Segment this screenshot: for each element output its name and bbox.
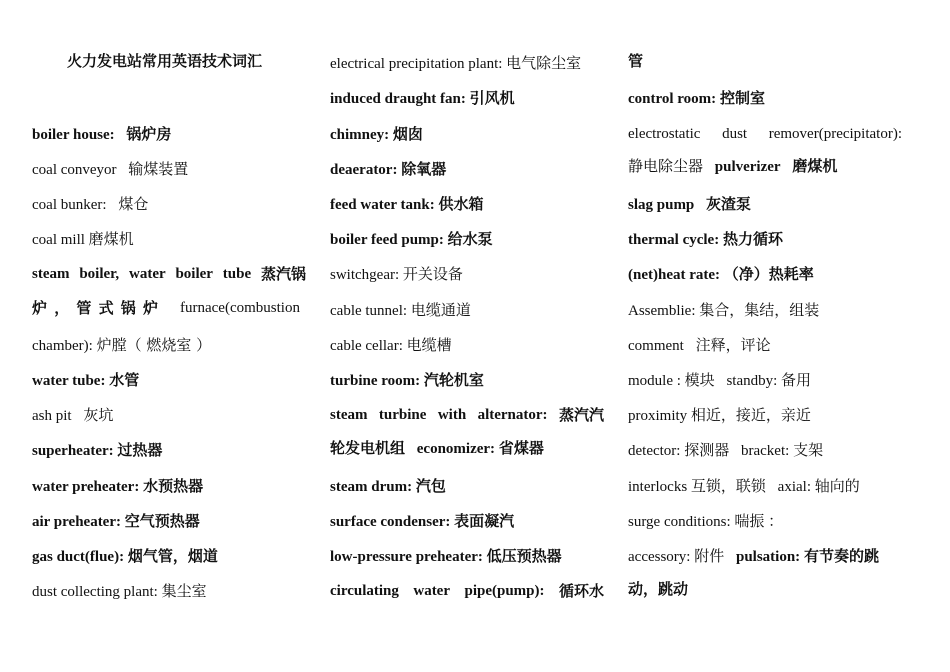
term-water-preheater [32, 476, 203, 497]
word: dust [722, 126, 748, 142]
term-electrostatic [628, 124, 902, 144]
term-zh: 锅炉房 [126, 125, 172, 143]
term-zh: 轮发电机组 [330, 439, 406, 457]
term-zh: 灰坑 [83, 406, 114, 424]
term-cable-tunnel [330, 300, 471, 321]
term-en: ash pit [32, 408, 72, 424]
term-furnace [32, 298, 306, 318]
term-zh: 烟囱 [392, 125, 423, 143]
term-feed-tank [330, 194, 483, 215]
term-zh: 管 [628, 52, 644, 70]
char: 式 [98, 299, 114, 317]
term-zh: 炉膛（ 燃烧室 ） [96, 336, 212, 354]
term-en: feed water tank: [330, 197, 435, 213]
word: water [413, 583, 451, 599]
term-zh: 循环水 [558, 582, 604, 600]
term-air-preheater [32, 511, 200, 532]
term-en: induced draught fan: [330, 91, 466, 107]
term-en: slag pump [628, 197, 695, 213]
term-zh: 省煤器 [498, 439, 544, 457]
term-coal-mill [32, 229, 134, 250]
term-zh: 水预热器 [143, 477, 204, 495]
term-en: dust collecting plant: [32, 584, 158, 600]
term-en: steam drum: [330, 479, 413, 495]
term-en: deaerator: [330, 162, 398, 178]
term-en: accessory: [628, 549, 691, 565]
term-zh: 引风机 [469, 89, 515, 107]
term-switchgear [330, 264, 463, 285]
term-economizer [330, 438, 544, 459]
term-boiler-house [32, 124, 171, 145]
word: steam [32, 266, 70, 282]
term-en: air preheater: [32, 514, 121, 530]
word: boiler [175, 266, 213, 282]
term-en: electrical precipitation plant: [330, 56, 503, 72]
term-punct: ： [768, 512, 784, 530]
char: 炉 [142, 299, 158, 317]
term-steam-drum [330, 476, 446, 497]
term-en: coal mill [32, 232, 85, 248]
term-en: chimney: [330, 127, 390, 143]
term-zh: 动，跳动 [628, 580, 689, 598]
term-interlocks [628, 476, 860, 497]
term-slag-pump [628, 194, 751, 215]
term-en: boiler house: [32, 127, 115, 143]
term-en: control room: [628, 91, 717, 107]
term-en: furnace(combustion [180, 300, 300, 316]
term-zh: 蒸汽锅 [260, 265, 306, 283]
term-zh: 轴向的 [814, 477, 860, 495]
term-zh: 探测器 [684, 441, 730, 459]
term-zh: 磨煤机 [792, 157, 838, 175]
term-zh: 有节奏的跳 [803, 547, 879, 565]
term-deaerator [330, 159, 446, 180]
term-zh: 静电除尘器 [628, 157, 704, 175]
term-zh: （净）热耗率 [723, 265, 814, 283]
term-en: detector: [628, 443, 681, 459]
term-chimney [330, 124, 423, 145]
term-zh: 电缆槽 [406, 336, 452, 354]
term-zh: 喘振 [734, 512, 765, 530]
term-zh: 供水箱 [438, 195, 484, 213]
term-en: gas duct(flue): [32, 549, 125, 565]
term-dust-plant [32, 581, 207, 602]
term-en: superheater: [32, 443, 114, 459]
term-en: standby: [726, 373, 778, 389]
term-en: bracket: [741, 443, 790, 459]
word: remover(precipitator): [768, 126, 902, 142]
document-title: 火力发电站常用英语技术词汇 [67, 52, 263, 70]
term-zh: 表面凝汽 [454, 512, 515, 530]
term-zh: 磨煤机 [88, 230, 134, 248]
term-zh: 注释，评论 [695, 336, 771, 354]
word: tube [222, 266, 252, 282]
term-zh: 输煤装置 [128, 160, 189, 178]
word: electrostatic [628, 126, 701, 142]
term-en: thermal cycle: [628, 232, 720, 248]
term-zh: 低压预热器 [486, 547, 562, 565]
term-turbine-room [330, 370, 484, 391]
term-en: pulsation: [735, 549, 801, 565]
term-zh: 灰渣泵 [706, 195, 752, 213]
term-coal-bunker [32, 194, 148, 215]
term-coal-conveyor [32, 159, 188, 180]
term-accessory [628, 546, 879, 567]
term-zh: 热力循环 [722, 230, 783, 248]
term-en: water preheater: [32, 479, 140, 495]
term-comment [628, 335, 771, 356]
term-steam-boiler [32, 264, 306, 284]
term-en: pulverizer [714, 159, 781, 175]
term-detector [628, 440, 823, 461]
term-en: economizer: [416, 441, 496, 457]
term-circulating-water [330, 581, 604, 601]
char: 锅 [120, 299, 136, 317]
term-pipe-continued [628, 51, 643, 72]
term-en: module : [628, 373, 681, 389]
term-en: turbine room: [330, 373, 421, 389]
term-zh: 煤仓 [118, 195, 149, 213]
word: circulating [330, 583, 399, 599]
term-zh: 集尘室 [161, 582, 207, 600]
term-pulsation-tail [628, 579, 688, 600]
term-en: Assemblie: [628, 303, 696, 319]
term-en: chamber): [32, 338, 93, 354]
term-thermal-cycle [628, 229, 783, 250]
term-chamber [32, 335, 211, 356]
term-zh: 电气除尘室 [506, 54, 582, 72]
word: steam [330, 407, 368, 423]
term-zh: 互锁，联锁 [690, 477, 766, 495]
term-pulverizer [628, 156, 837, 177]
term-zh: 给水泵 [447, 230, 493, 248]
term-zh: 汽包 [415, 477, 446, 495]
term-water-tube [32, 370, 139, 391]
term-zh: 电缆通道 [410, 301, 471, 319]
term-zh: 支架 [793, 441, 824, 459]
term-zh: 备用 [781, 371, 812, 389]
term-en: low-pressure preheater: [330, 549, 483, 565]
term-induced-fan [330, 88, 515, 109]
term-surge [628, 511, 783, 532]
term-zh: 附件 [694, 547, 725, 565]
term-zh-group [32, 298, 158, 318]
term-zh: 水管 [109, 371, 140, 389]
term-en: coal conveyor [32, 162, 117, 178]
term-zh: 除氧器 [401, 160, 447, 178]
term-zh: 过热器 [117, 441, 163, 459]
term-ash-pit [32, 405, 113, 426]
term-superheater [32, 440, 162, 461]
term-heat-rate [628, 264, 814, 285]
term-zh: 模块 [684, 371, 715, 389]
term-zh: 烟气管，烟道 [127, 547, 218, 565]
term-cable-cellar [330, 335, 452, 356]
char: 炉 [32, 299, 48, 317]
term-proximity [628, 405, 811, 426]
char: 管 [76, 299, 92, 317]
char: ， [54, 299, 70, 317]
term-en: surface condenser: [330, 514, 451, 530]
term-steam-turbine [330, 405, 604, 425]
term-en: axial: [777, 479, 811, 495]
term-zh: 汽轮机室 [423, 371, 484, 389]
term-en: boiler feed pump: [330, 232, 444, 248]
term-en: cable tunnel: [330, 303, 408, 319]
term-gas-duct [32, 546, 218, 567]
term-feed-pump [330, 229, 493, 250]
term-assemblie [628, 300, 819, 321]
term-lp-preheater [330, 546, 562, 567]
term-zh: 开关设备 [402, 265, 463, 283]
term-en: coal bunker: [32, 197, 107, 213]
term-precipitation [330, 53, 581, 74]
word: water [129, 266, 166, 282]
word: boiler, [79, 266, 120, 282]
term-zh: 控制室 [719, 89, 765, 107]
term-zh: 空气预热器 [124, 512, 200, 530]
word: alternator: [477, 407, 548, 423]
term-control-room [628, 88, 765, 109]
term-zh: 相近，接近，亲近 [690, 406, 811, 424]
term-module [628, 370, 811, 391]
term-surface-condenser [330, 511, 514, 532]
term-en: interlocks [628, 479, 688, 495]
word: with [437, 407, 467, 423]
term-en: proximity [628, 408, 688, 424]
term-zh: 蒸汽汽 [558, 406, 604, 424]
term-en: switchgear: [330, 267, 400, 283]
word: pipe(pump): [464, 583, 545, 599]
word: turbine [378, 407, 427, 423]
term-zh: 集合，集结，组装 [699, 301, 820, 319]
term-en: cable cellar: [330, 338, 403, 354]
term-en: comment [628, 338, 684, 354]
term-en: (net)heat rate: [628, 267, 721, 283]
term-en: water tube: [32, 373, 106, 389]
term-en: surge conditions: [628, 514, 731, 530]
